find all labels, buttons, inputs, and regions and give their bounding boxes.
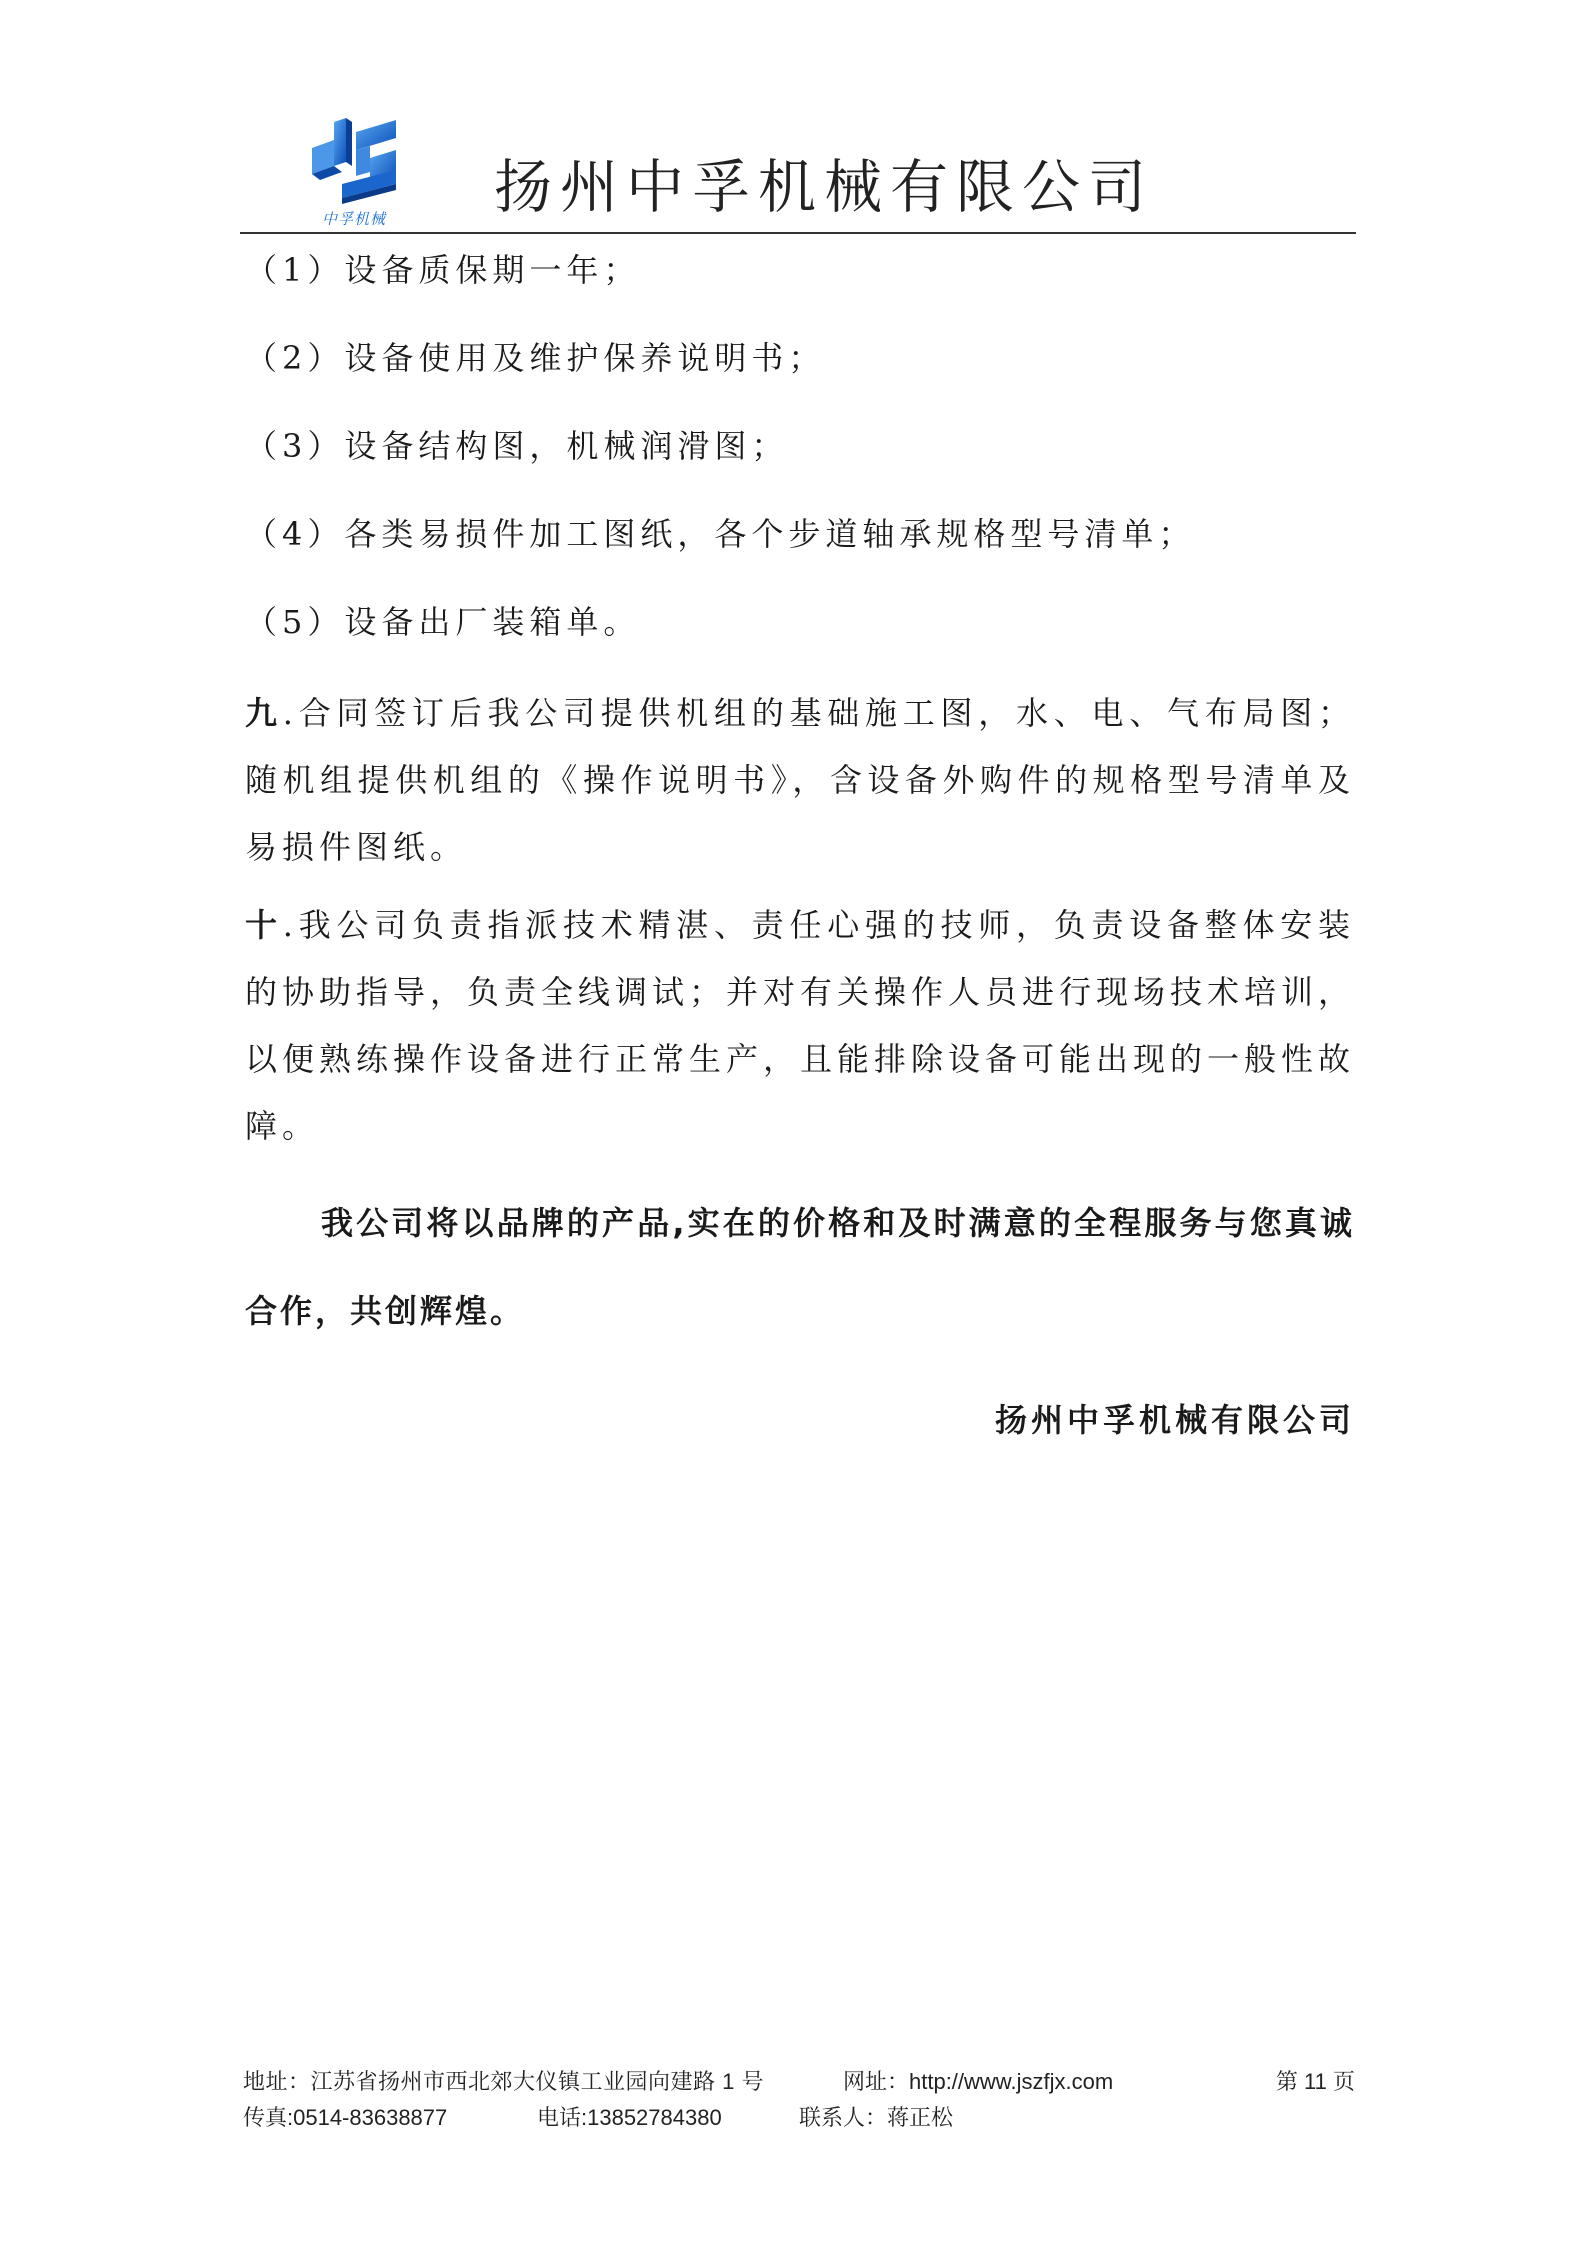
list-item: （5）设备出厂装箱单。: [245, 603, 641, 641]
list-item: （2）设备使用及维护保养说明书；: [245, 339, 826, 377]
list-item: （4）各类易损件加工图纸，各个步道轴承规格型号清单；: [245, 515, 1196, 553]
section-number: 九: [245, 694, 283, 732]
logo-caption: 中孚机械: [321, 210, 386, 228]
company-logo: [312, 118, 396, 228]
footer-row-1: [243, 2065, 1355, 2101]
logo-mark-icon: [312, 118, 396, 208]
section-text: .合同签订后我公司提供机组的基础施工图，水、电、气布局图；随机组提供机组的《操作说明书》，含设备外购件的规格型号清单及易损件图纸。: [245, 694, 1355, 866]
footer-website: 网址：http://www.jszfjx.com: [843, 2069, 1114, 2094]
document-body: [245, 248, 1355, 1441]
section-number: 十: [245, 906, 283, 944]
footer-row-2: [243, 2101, 1355, 2137]
page-footer: [243, 2065, 1355, 2137]
closing-statement: 我公司将以品牌的产品,实在的价格和及时满意的全程服务与您真诚合作，共创辉煌。: [245, 1204, 1355, 1330]
page-number: 第 11 页: [1275, 2069, 1355, 2094]
page-header: [240, 100, 1356, 234]
section-ten: [245, 892, 1355, 1160]
list-item: （1）设备质保期一年；: [245, 251, 641, 289]
footer-address: 地址：江苏省扬州市西北郊大仪镇工业园向建路 1 号: [243, 2069, 764, 2094]
footer-fax: 传真:0514-83638877: [243, 2105, 448, 2130]
footer-phone: 电话:13852784380: [537, 2105, 722, 2130]
footer-contact: 联系人：蒋正松: [799, 2105, 954, 2130]
signature: 扬州中孚机械有限公司: [994, 1401, 1355, 1439]
section-nine: [245, 680, 1355, 881]
company-title: 扬州中孚机械有限公司: [494, 153, 1155, 221]
section-text: .我公司负责指派技术精湛、责任心强的技师，负责设备整体安装的协助指导，负责全线调试；并对有关操作人员进行现场技术培训，以便熟练操作设备进行正常生产，且能排除设备可能出现的一般性故障。: [245, 906, 1356, 1145]
header-divider: [240, 232, 1356, 234]
list-item: （3）设备结构图，机械润滑图；: [245, 427, 789, 465]
